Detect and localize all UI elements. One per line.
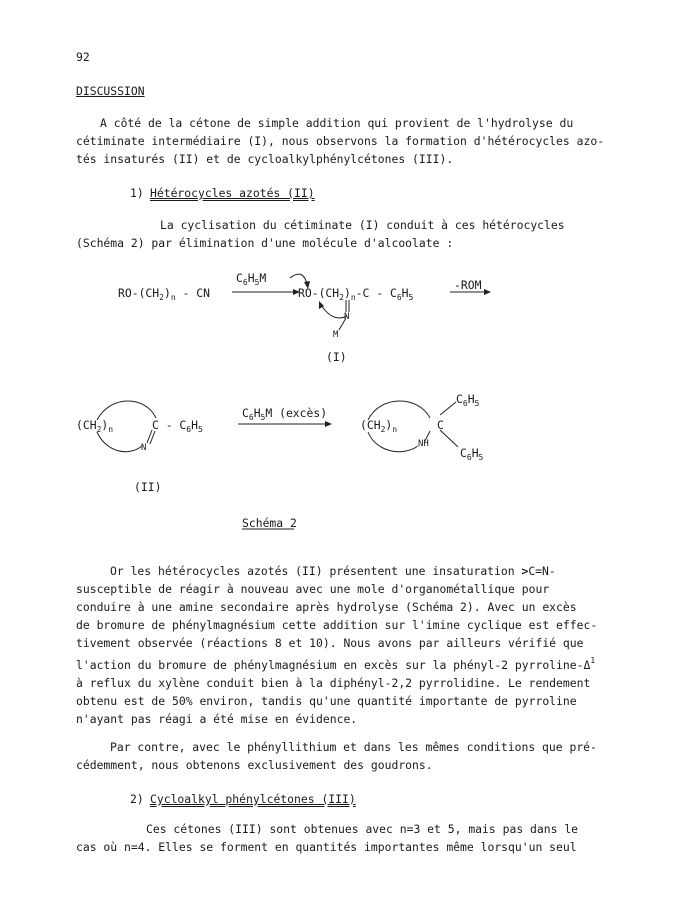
section1-title: Hétérocycles azotés (II): [150, 186, 315, 200]
elimination-label: -ROM: [454, 278, 482, 292]
delta-superscript: 1: [590, 656, 596, 665]
product-nh-atom: NH: [418, 439, 429, 449]
product-phenyl-bottom: $C_6H_5$: [460, 446, 484, 462]
phenyllithium-line: cédemment, nous obtenons exclusivement des goudrons.: [76, 758, 433, 772]
body-paragraph: [76, 562, 597, 728]
intro-line: tés insaturés (II) et de cycloalkylphénylcétones (III).: [76, 152, 454, 166]
section1-line: (Schéma 2) par élimination d'une molécule d'alcoolate :: [76, 236, 454, 250]
page-number: 92: [76, 50, 90, 64]
intro-line: A côté de la cétone de simple addition qui provient de l'hydrolyse du: [100, 116, 574, 130]
compound-label-I: (I): [326, 350, 347, 364]
compound-label-II: (II): [134, 480, 162, 494]
body-line: tivement observée (réactions 8 et 10). Nous avons par ailleurs vérifié que: [76, 636, 584, 650]
product-c-atom: C: [437, 418, 444, 432]
reactant-formula: $RO-(CH_2)_n$ - CN: [118, 286, 210, 302]
product-ch2: $(CH_2)_n$: [360, 418, 398, 434]
intermediate-n-atom: N: [344, 312, 350, 322]
section1-line: La cyclisation du cétiminate (I) conduit à ces hétérocycles: [160, 218, 565, 232]
section2-paragraph: [76, 820, 578, 856]
intro-line: cétiminate intermédiaire (I), nous observons la formation d'hétérocycles azo-: [76, 134, 605, 148]
body-line: Or les hétérocycles azotés (II) présentent une insaturation >C=N-: [110, 564, 556, 578]
imine-symbol: C=N-: [528, 564, 556, 578]
section2-number: 2): [130, 792, 144, 806]
discussion-heading: DISCUSSION: [76, 84, 145, 98]
body-line: conduire à une amine secondaire après hydrolyse (Schéma 2). Avec un excès: [76, 600, 577, 614]
intermediate-formula: $RO-(CH_2)_n-C - C_6H_5$: [298, 286, 414, 302]
excess-reagent: $C_6H_5M$ (excès): [242, 406, 328, 422]
section2-title: Cycloalkyl phénylcétones (III): [150, 792, 356, 806]
body-line: à reflux du xylène conduit bien à la diphényl-2,2 pyrrolidine. Le rendement: [76, 676, 591, 690]
product-phenyl-top: $C_6H_5$: [456, 392, 480, 408]
section2-line: Ces cétones (III) sont obtenues avec n=3 et 5, mais pas dans le: [146, 822, 579, 836]
body-line: de bromure de phénylmagnésium cette addition sur l'imine cyclique est effec-: [76, 618, 598, 632]
body-line: obtenu est de 50% environ, tandis qu'une quantité importante de pyrroline: [76, 694, 577, 708]
section1-number: 1): [130, 186, 144, 200]
intermediate-metal: M: [333, 330, 339, 340]
body-line: n'ayant pas réagi a été mise en évidence.: [76, 712, 358, 726]
body-line: susceptible de réagir à nouveau avec une mole d'organométallique pour: [76, 582, 550, 596]
reagent-formula: $C_6H_5M$: [236, 271, 267, 287]
phenyllithium-line: Par contre, avec le phényllithium et dans les mêmes conditions que pré-: [110, 740, 597, 754]
ring-n-atom: N: [141, 443, 147, 453]
ring-c-phenyl: C - $C_6H_5$: [152, 418, 203, 434]
scheme-caption: Schéma 2: [242, 516, 297, 530]
body-line: l'action du bromure de phénylmagnésium en excès sur la phényl-2 pyrroline-$\Delta^1$: [76, 656, 596, 672]
phenyllithium-paragraph: [76, 738, 597, 774]
ring-ch2-left: $(CH_2)_n$: [76, 418, 114, 434]
section2-line: cas où n=4. Elles se forment en quantités importantes même lorsqu'un seul: [76, 840, 577, 854]
